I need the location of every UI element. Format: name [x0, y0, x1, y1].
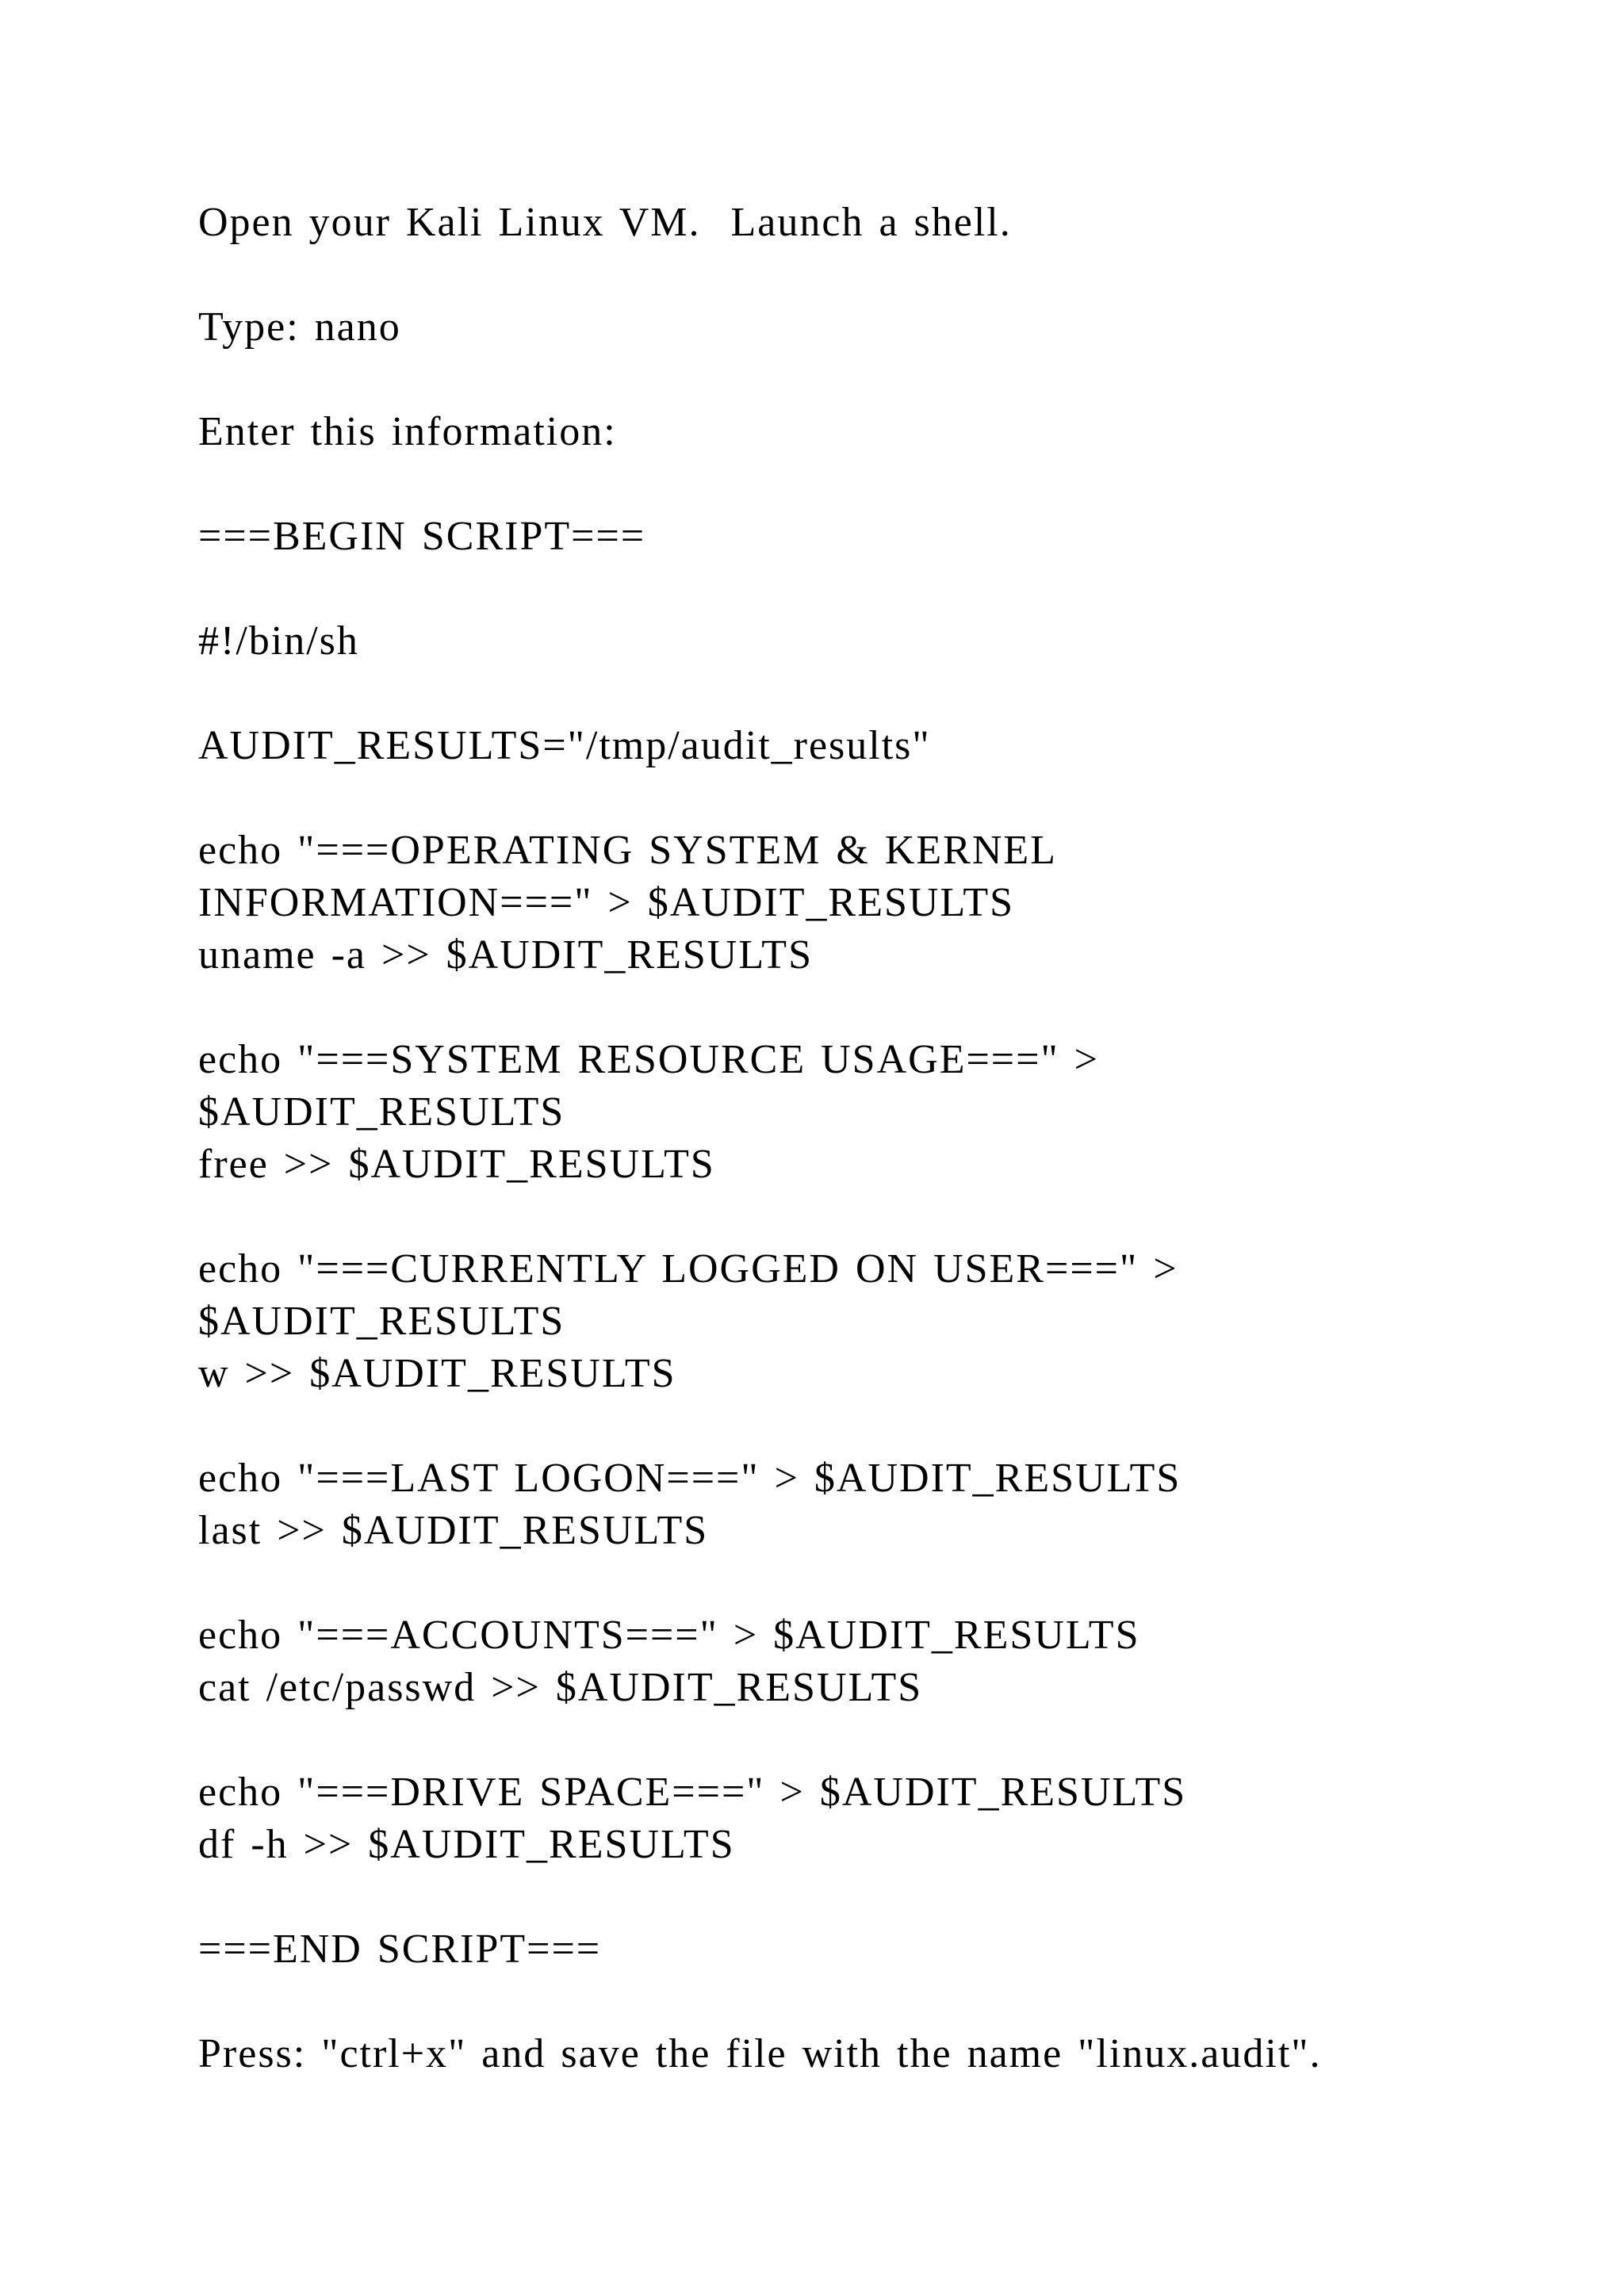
script-user-echo-line-1: echo "===CURRENTLY LOGGED ON USER===" >: [198, 1246, 1178, 1292]
script-user-command: w >> $AUDIT_RESULTS: [198, 1351, 676, 1396]
type-instruction: Type: nano: [198, 304, 401, 350]
script-accounts-command: cat /etc/passwd >> $AUDIT_RESULTS: [198, 1665, 923, 1710]
script-logon-echo: echo "===LAST LOGON===" > $AUDIT_RESULTS: [198, 1456, 1182, 1501]
intro-text: Open your Kali Linux VM. Launch a shell.: [198, 200, 1012, 245]
script-audit-variable: AUDIT_RESULTS="/tmp/audit_results": [198, 723, 931, 768]
script-resource-echo-line-2: $AUDIT_RESULTS: [198, 1089, 565, 1135]
script-drive-command: df -h >> $AUDIT_RESULTS: [198, 1822, 735, 1867]
script-drive-echo: echo "===DRIVE SPACE===" > $AUDIT_RESULTS: [198, 1770, 1187, 1815]
script-os-echo-line-1: echo "===OPERATING SYSTEM & KERNEL: [198, 828, 1057, 873]
script-accounts-echo: echo "===ACCOUNTS===" > $AUDIT_RESULTS: [198, 1613, 1140, 1658]
end-script-marker: ===END SCRIPT===: [198, 1927, 602, 1972]
script-resource-echo-line-1: echo "===SYSTEM RESOURCE USAGE===" >: [198, 1037, 1099, 1082]
save-instruction: Press: "ctrl+x" and save the file with the name "linux.audit".: [198, 2031, 1322, 2076]
begin-script-marker: ===BEGIN SCRIPT===: [198, 514, 646, 559]
script-resource-command: free >> $AUDIT_RESULTS: [198, 1142, 715, 1187]
script-user-echo-line-2: $AUDIT_RESULTS: [198, 1299, 565, 1344]
script-shebang: #!/bin/sh: [198, 618, 359, 664]
enter-instruction: Enter this information:: [198, 409, 617, 454]
script-os-command: uname -a >> $AUDIT_RESULTS: [198, 932, 813, 978]
script-logon-command: last >> $AUDIT_RESULTS: [198, 1508, 709, 1553]
script-os-echo-line-2: INFORMATION===" > $AUDIT_RESULTS: [198, 880, 1015, 925]
